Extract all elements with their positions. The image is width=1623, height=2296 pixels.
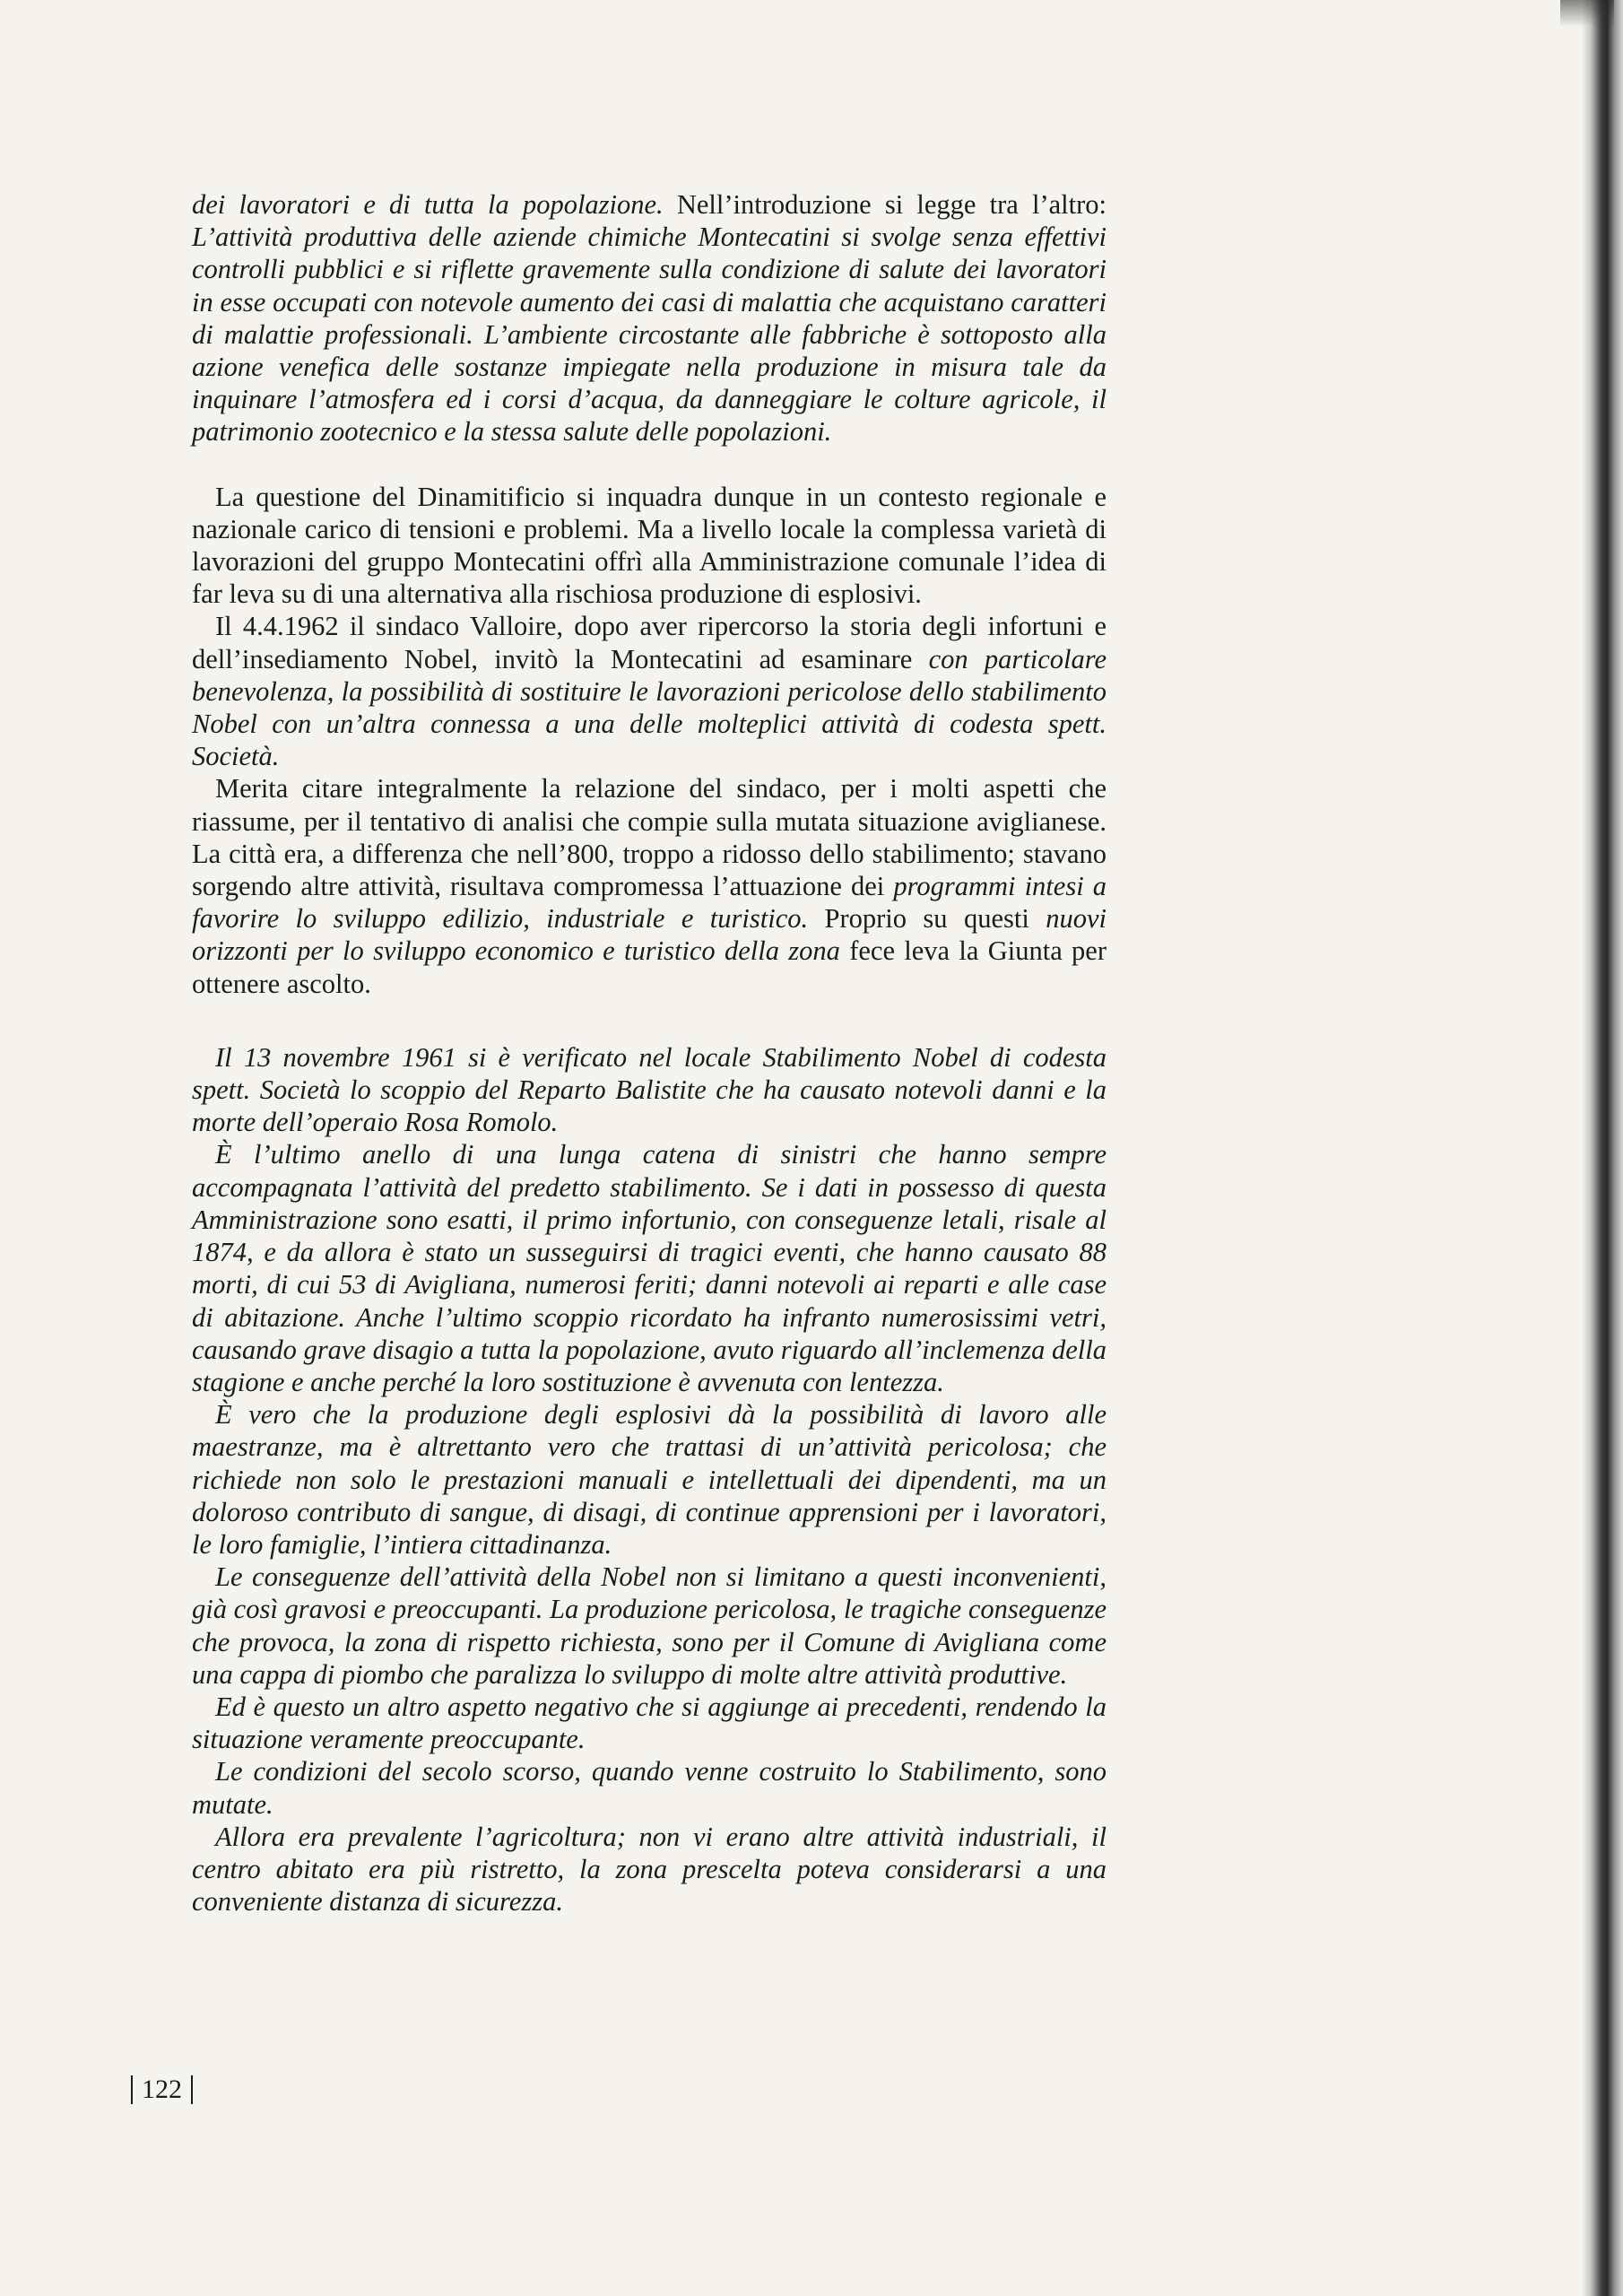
page-binding-shadow [1582, 0, 1623, 2296]
paragraph-intro-quote [192, 188, 1107, 448]
block-quote [192, 1041, 1107, 1918]
italic-text: dei lavoratori e di tutta la popolazione. [192, 189, 664, 220]
quote-paragraph: Il 13 novembre 1961 si è verificato nel locale Stabilimento Nobel di codesta spett. Società lo scoppio del Reparto Balistite che ha causato notevoli danni e la morte dell’operaio Rosa Romolo. [192, 1041, 1107, 1138]
italic-text: con particolare benevolenza, la possibilità di sostituire le lavorazioni pericolose dello stabilimento Nobel con un’altra connessa a una delle molteplici attività di codesta spett. Società. [192, 643, 1107, 772]
quote-paragraph: Ed è questo un altro aspetto negativo che si aggiunge ai precedenti, rendendo la situazione veramente preoccupante. [192, 1691, 1107, 1755]
page-number-text: 122 [142, 2074, 182, 2104]
italic-text: programmi intesi a favorire lo sviluppo edilizio, industriale e turistico. [192, 871, 1107, 935]
quote-paragraph: Allora era prevalente l’agricoltura; non vi erano altre attività industriali, il centro abitato era più ristretto, la zona prescelta poteva considerarsi a una conveniente distanza di sicurezza. [192, 1821, 1107, 1918]
paragraph-relazione [192, 772, 1107, 999]
paragraph-sindaco [192, 610, 1107, 772]
page-number-rule-right [191, 2075, 193, 2104]
quote-paragraph: È l’ultimo anello di una lunga catena di sinistri che hanno sempre accompagnata l’attività del predetto stabilimento. Se i dati in possesso di questa Amministrazione sono esatti, il primo infortunio, con conseguenze letali, risale al 1874, e da allora è stato un susseguirsi di tragici eventi, che hanno causato 88 morti, di cui 53 di Avigliana, numerosi feriti; danni notevoli ai reparti e alle case di abitazione. Anche l’ultimo scoppio ricordato ha infranto numerosissimi vetri, causando grave disagio a tutta la popolazione, avuto riguardo all’inclemenza della stagione e anche perché la loro sostituzione è avvenuta con lentezza. [192, 1139, 1107, 1397]
roman-text: Nell’introduzione si legge tra l’altro: [663, 189, 1107, 220]
roman-text: Merita citare integralmente la relazione del sindaco, per i molti aspetti che riassume, per il tentativo di analisi che compie sulla mutata situazione aviglianese. La città era, a differenza che nell’800, troppo a ridosso dello stabilimento; stavano sorgendo altre attività, risultava compromessa l’attuazione dei [192, 773, 1107, 902]
page-number-rule-left [131, 2075, 133, 2104]
italic-text: L’attività produttiva delle aziende chimiche Montecatini si svolge senza effettivi controlli pubblici e si riflette gravemente sulla condizione di salute dei lavoratori in esse occupati con notevole aumento dei casi di malattia che acquistano caratteri di malattie professionali. L’ambiente circostante alle fabbriche è sottoposto alla azione venefica delle sostanze impiegate nella produzione in misura tale da inquinare l’atmosfera ed i corsi d’acqua, da danneggiare le colture agricole, il patrimonio zootecnico e la stessa salute delle popolazioni. [192, 222, 1107, 448]
quote-paragraph: È vero che la produzione degli esplosivi dà la possibilità di lavoro alle maestranze, ma è altrettanto vero che trattasi di un’attività pericolosa; che richiede non solo le prestazioni manuali e intellettuali dei dipendenti, ma un doloroso contributo di sangue, di disagi, di continue apprensioni per i lavoratori, le loro famiglie, l’intiera cittadinanza. [192, 1399, 1107, 1560]
paragraph-gap [192, 1000, 1107, 1041]
quote-paragraph: Le condizioni del secolo scorso, quando venne costruito lo Stabilimento, sono mutate. [192, 1756, 1107, 1820]
quote-paragraph: Le conseguenze dell’attività della Nobel non si limitano a questi inconvenienti, già così gravosi e preoccupanti. La produzione pericolosa, le tragiche conseguenze che provoca, la zona di rispetto richiesta, sono per il Comune di Avigliana come una cappa di piombo che paralizza lo sviluppo di molte altre attività produttive. [192, 1561, 1107, 1690]
body-text [192, 188, 1107, 1918]
roman-text: Proprio su questi [808, 903, 1046, 935]
roman-text: fece leva la Giunta per ottenere ascolto. [192, 935, 1107, 999]
paragraph-gap [192, 448, 1107, 481]
page-corner-shadow [1560, 0, 1614, 27]
italic-text: nuovi orizzonti per lo sviluppo economico e turistico della zona [192, 903, 1107, 967]
page-number [131, 2074, 193, 2106]
roman-text: Il 4.4.1962 il sindaco Valloire, dopo aver ripercorso la storia degli infortuni e dell’insediamento Nobel, invitò la Montecatini ad esaminare [192, 611, 1107, 674]
paragraph-dinamitificio: La questione del Dinamitificio si inquadra dunque in un contesto regionale e nazionale carico di tensioni e problemi. Ma a livello locale la complessa varietà di lavorazioni del gruppo Montecatini offrì alla Amministrazione comunale l’idea di far leva su di una alternativa alla rischiosa produzione di esplosivi. [192, 481, 1107, 610]
